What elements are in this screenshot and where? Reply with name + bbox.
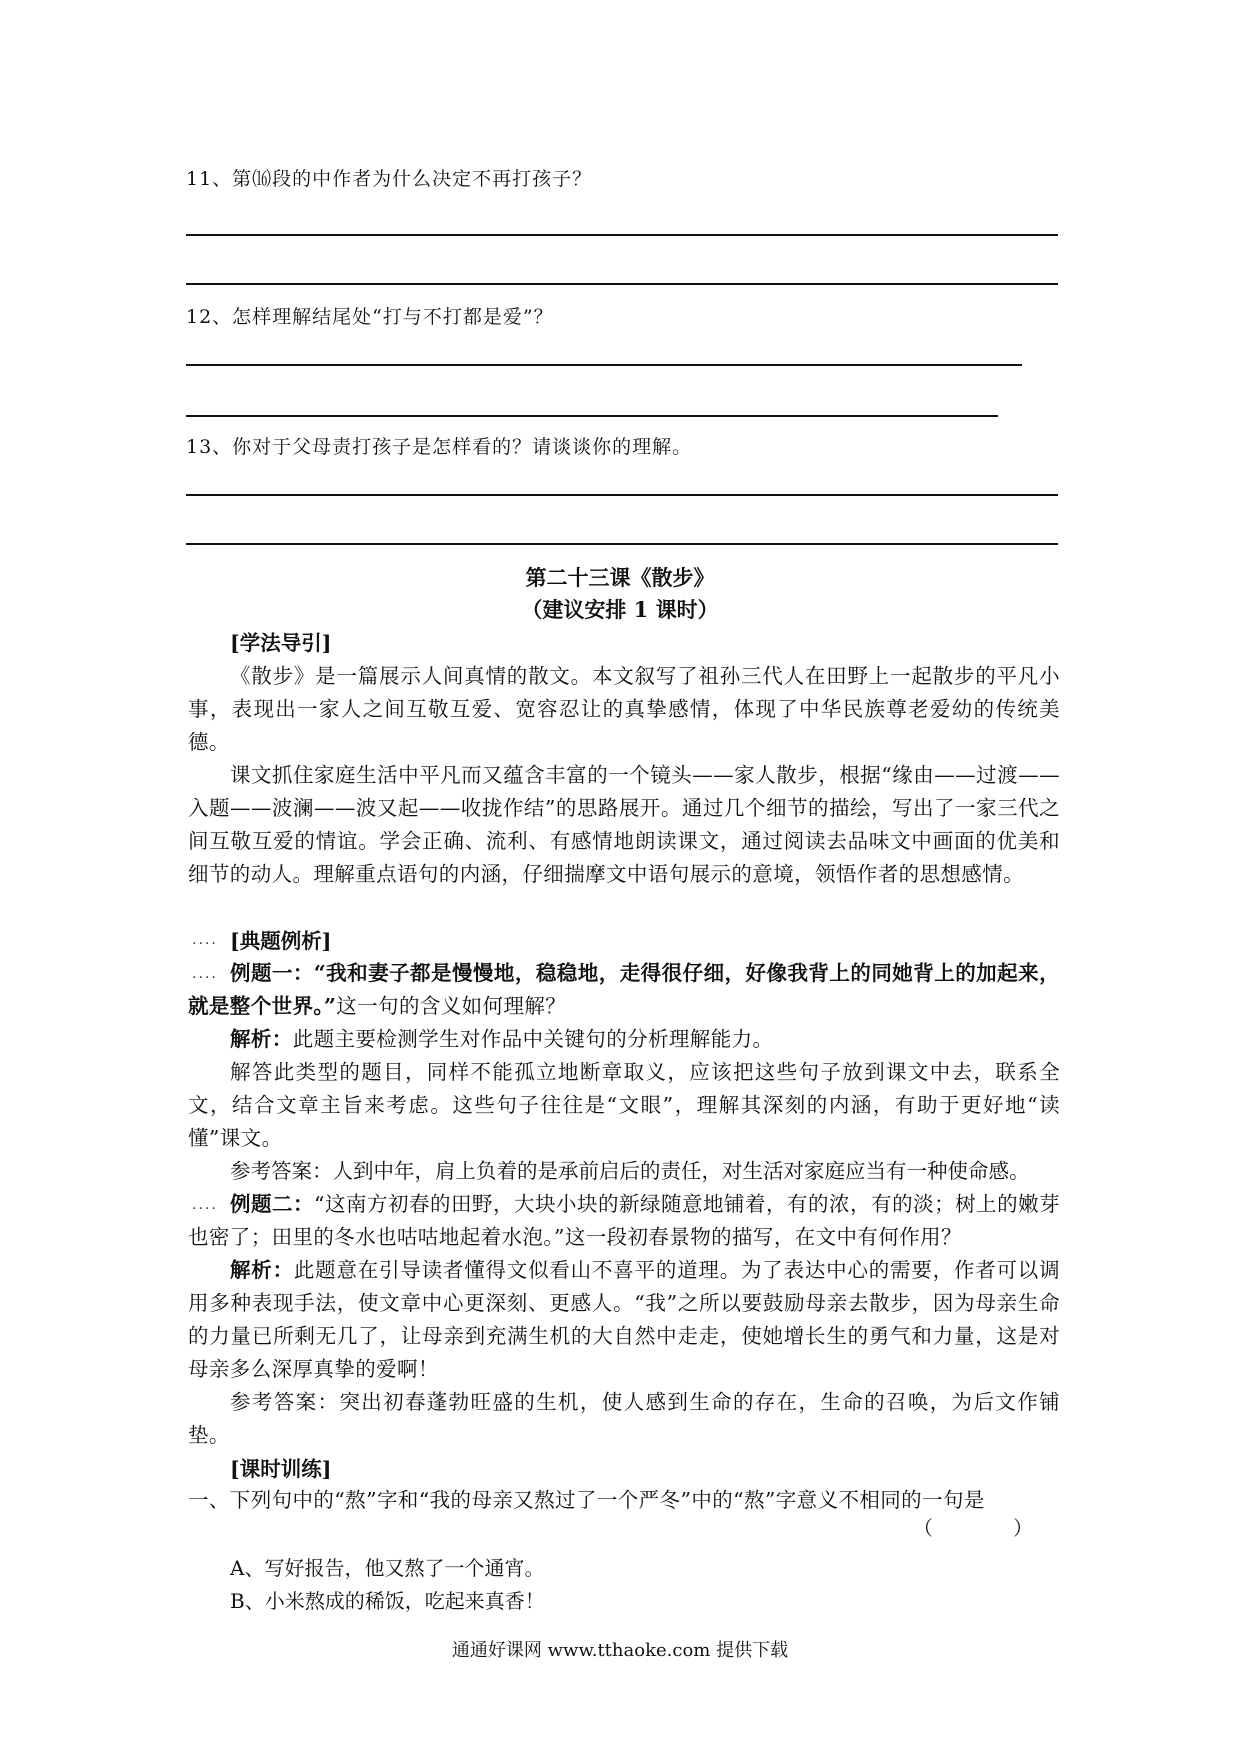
answer-line	[186, 415, 998, 417]
answer-line	[186, 234, 1058, 236]
option-b: B、小米熬成的稀饭，吃起来真香！	[230, 1589, 545, 1613]
option-a: A、写好报告，他又熬了一个通宵。	[230, 1556, 545, 1580]
answer-line	[186, 283, 1058, 285]
guide-paragraph-1: 《散步》是一篇展示人间真情的散文。本文叙写了祖孙三代人在田野上一起散步的平凡小事，表现出一家人之间互敬互爱、宽容忍让的真挚感情，体现了中华民族尊老爱幼的传统美德。	[188, 664, 1060, 754]
margin-dots: ....	[192, 1197, 218, 1213]
question-13: 13、你对于父母责打孩子是怎样看的？请谈谈你的理解。	[186, 436, 693, 458]
answer-parentheses: （ ）	[913, 1516, 1033, 1540]
analysis-label: 解析：	[230, 1258, 294, 1282]
example-2-label: 例题二：	[230, 1192, 315, 1216]
example-1-quote: “我和妻子都是慢慢地，稳稳地，走得很仔细，好像我背上的同她背上的加起来，就是整个世界。”	[188, 961, 1060, 1018]
practice-heading: [课时训练]	[230, 1457, 332, 1481]
example-1-label: 例题一：	[230, 961, 314, 985]
example-1-analysis-2: 解答此类型的题目，同样不能孤立地断章取义，应该把这些句子放到课文中去，联系全文，结合文章主旨来考虑。这些句子往往是“文眼”，理解其深刻的内涵，有助于更好地“读懂”课文。	[188, 1060, 1060, 1150]
analysis-text: 此题主要检测学生对作品中关键句的分析理解能力。	[292, 1027, 774, 1051]
example-2-answer: 参考答案：突出初春蓬勃旺盛的生机，使人感到生命的存在，生命的召唤，为后文作铺垫。	[188, 1390, 1060, 1447]
analysis-text: 此题意在引导读者懂得文似看山不喜平的道理。为了表达中心的需要，作者可以调用多种表现手法，使文章中心更深刻、更感人。“我”之所以要鼓励母亲去散步，因为母亲生命的力量已所剩无几了，让母亲到充满生机的大自然中走走，使她增长生的勇气和力量，这是对母亲多么深厚真挚的爱啊！	[188, 1258, 1061, 1381]
guide-heading: [学法导引]	[230, 631, 332, 655]
answer-line	[186, 543, 1058, 545]
margin-dots: ....	[192, 932, 218, 948]
analysis-label: 解析：	[230, 1027, 293, 1051]
example-1-analysis	[188, 1023, 1060, 1056]
example-2	[188, 1188, 1060, 1254]
answer-line	[186, 494, 1058, 496]
examples-heading: [典题例析]	[230, 929, 332, 953]
example-1	[188, 957, 1060, 1023]
example-1-answer: 参考答案：人到中年，肩上负着的是承前启后的责任，对生活对家庭应当有一种使命感。	[230, 1159, 1030, 1183]
guide-paragraph-2: 课文抓住家庭生活中平凡而又蕴含丰富的一个镜头——家人散步，根据“缘由——过渡——入题——波澜——波又起——收拢作结”的思路展开。通过几个细节的描绘，写出了一家三代之间互敬互爱的情谊。学会正确、流利、有感情地朗读课文，通过阅读去品味文中画面的优美和细节的动人。理解重点语句的内涵，仔细揣摩文中语句展示的意境，领悟作者的思想感情。	[188, 763, 1060, 886]
page-footer: 通通好课网 www.tthaoke.com 提供下载	[451, 1640, 789, 1661]
margin-dots: ....	[192, 966, 218, 982]
practice-question-1: 一、下列句中的“熬”字和“我的母亲又熬过了一个严冬”中的“熬”字意义不相同的一句是	[188, 1488, 985, 1512]
example-2-analysis	[188, 1254, 1060, 1386]
example-2-text: “这南方初春的田野，大块小块的新绿随意地铺着，有的浓，有的淡；树上的嫩芽也密了；田里的冬水也咕咕地起着水泡。”这一段初春景物的描写，在文中有何作用？	[188, 1192, 1060, 1249]
example-1-question: 这一句的含义如何理解？	[336, 994, 567, 1018]
lesson-subtitle: （建议安排 1 课时）	[521, 597, 719, 622]
answer-line	[186, 364, 1022, 366]
lesson-title: 第二十三课《散步》	[525, 565, 715, 590]
question-12: 12、怎样理解结尾处“打与不打都是爱”？	[186, 306, 554, 328]
question-11: 11、第⒃段的中作者为什么决定不再打孩子？	[186, 168, 593, 190]
